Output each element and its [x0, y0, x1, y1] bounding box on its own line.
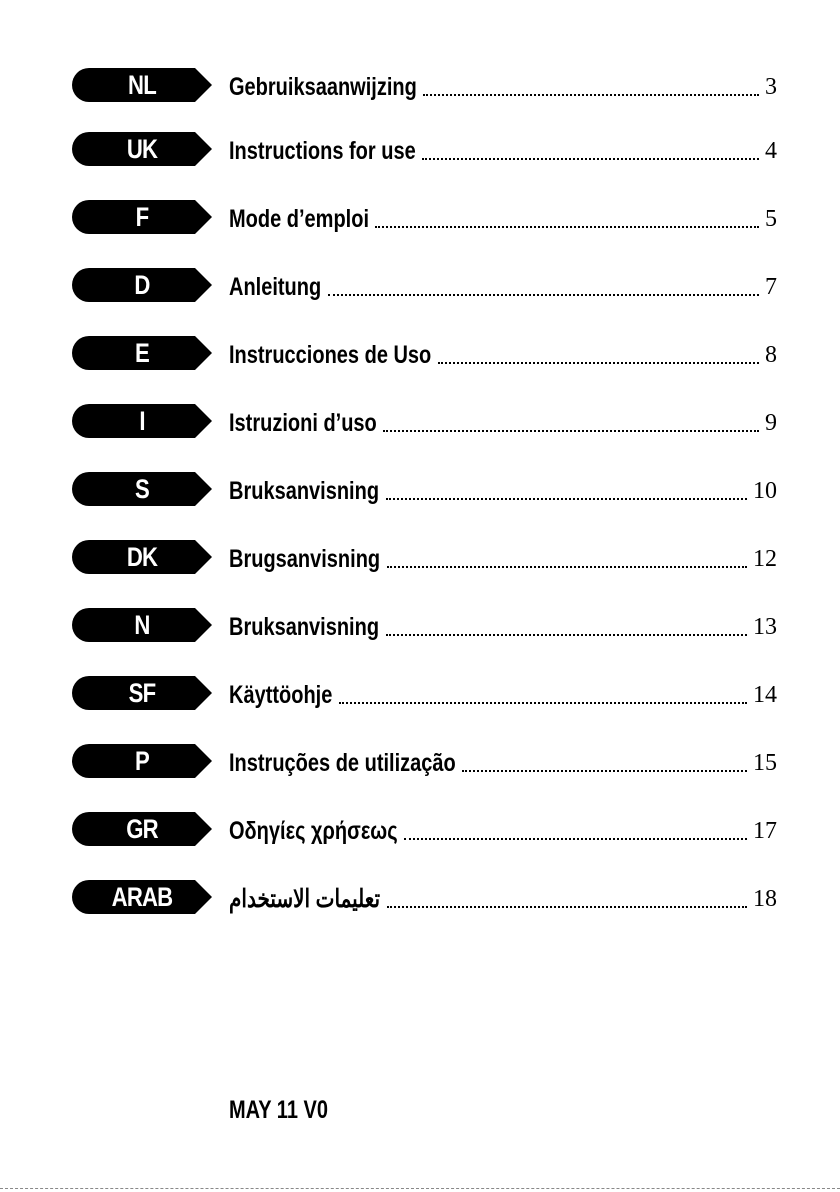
language-badge — [72, 132, 212, 166]
language-code: UK — [126, 134, 158, 164]
language-badge — [72, 472, 212, 506]
language-code: E — [135, 338, 149, 368]
dot-leader — [422, 157, 759, 160]
language-badge — [72, 336, 212, 370]
toc-entry — [229, 812, 777, 846]
section-title: Bruksanvisning — [229, 477, 380, 505]
toc-entry — [229, 676, 777, 710]
page-number: 17 — [753, 818, 777, 844]
section-title: Gebruiksaanwijzing — [229, 73, 417, 101]
section-title: Anleitung — [229, 273, 322, 301]
language-code: S — [135, 474, 149, 504]
section-title: Οδηγίες χρήσεως — [229, 817, 398, 845]
page-number: 14 — [753, 682, 777, 708]
toc-entry — [229, 608, 777, 642]
toc-entry — [229, 744, 777, 778]
toc-row-uk[interactable] — [0, 132, 840, 172]
toc-row-dk[interactable] — [0, 540, 840, 580]
section-title: Brugsanvisning — [229, 545, 381, 573]
section-title: Istruzioni d’uso — [229, 409, 377, 437]
language-code: P — [135, 746, 149, 776]
language-badge — [72, 200, 212, 234]
dot-leader — [462, 769, 747, 772]
language-code: DK — [126, 542, 158, 572]
toc-entry — [229, 200, 777, 234]
dot-leader — [404, 837, 747, 840]
section-title: Bruksanvisning — [229, 613, 380, 641]
toc-row-i[interactable] — [0, 404, 840, 444]
page-number: 5 — [765, 206, 777, 232]
language-badge — [72, 880, 212, 914]
language-badge — [72, 744, 212, 778]
dot-leader — [438, 361, 759, 364]
section-title: Instructions for use — [229, 137, 416, 165]
page-number: 7 — [765, 274, 777, 300]
section-title: تعليمات الاستخدام — [229, 885, 381, 913]
page-edge-divider — [0, 1188, 840, 1189]
page-number: 18 — [753, 886, 777, 912]
version-code: MAY 11 V0 — [229, 1096, 328, 1124]
dot-leader — [383, 429, 759, 432]
language-code: I — [139, 406, 145, 436]
toc-entry — [229, 268, 777, 302]
language-code: SF — [128, 678, 156, 708]
language-badge — [72, 68, 212, 102]
dot-leader — [386, 497, 747, 500]
toc-row-s[interactable] — [0, 472, 840, 512]
toc-entry — [229, 336, 777, 370]
page-number: 9 — [765, 410, 777, 436]
toc-row-e[interactable] — [0, 336, 840, 376]
toc-entry — [229, 132, 777, 166]
language-code: GR — [126, 814, 158, 844]
language-code: NL — [128, 70, 156, 100]
page-number: 4 — [765, 138, 777, 164]
language-badge — [72, 268, 212, 302]
page-number: 3 — [765, 74, 777, 100]
toc-entry — [229, 540, 777, 574]
toc-row-gr[interactable] — [0, 812, 840, 852]
toc-entry — [229, 880, 777, 914]
language-code: N — [134, 610, 150, 640]
dot-leader — [423, 93, 759, 96]
page-number: 8 — [765, 342, 777, 368]
toc-entry — [229, 404, 777, 438]
language-badge — [72, 608, 212, 642]
page-number: 10 — [753, 478, 777, 504]
section-title: Mode d’emploi — [229, 205, 369, 233]
language-code: F — [135, 202, 149, 232]
dot-leader — [339, 701, 747, 704]
dot-leader — [375, 225, 759, 228]
toc-row-n[interactable] — [0, 608, 840, 648]
section-title: Instrucciones de Uso — [229, 341, 432, 369]
toc-row-f[interactable] — [0, 200, 840, 240]
toc-entry — [229, 68, 777, 102]
language-badge — [72, 676, 212, 710]
page-number: 13 — [753, 614, 777, 640]
toc-row-nl[interactable] — [0, 68, 840, 108]
dot-leader — [387, 565, 747, 568]
dot-leader — [328, 293, 759, 296]
section-title: Instruções de utilização — [229, 749, 456, 777]
section-title: Käyttöohje — [229, 681, 333, 709]
dot-leader — [387, 905, 747, 908]
toc-row-arab[interactable] — [0, 880, 840, 920]
language-code: ARAB — [111, 882, 173, 912]
dot-leader — [386, 633, 747, 636]
page-number: 12 — [753, 546, 777, 572]
toc-row-d[interactable] — [0, 268, 840, 308]
language-badge — [72, 404, 212, 438]
toc-row-sf[interactable] — [0, 676, 840, 716]
page-number: 15 — [753, 750, 777, 776]
toc-entry — [229, 472, 777, 506]
toc-row-p[interactable] — [0, 744, 840, 784]
language-code: D — [134, 270, 150, 300]
language-badge — [72, 540, 212, 574]
language-badge — [72, 812, 212, 846]
